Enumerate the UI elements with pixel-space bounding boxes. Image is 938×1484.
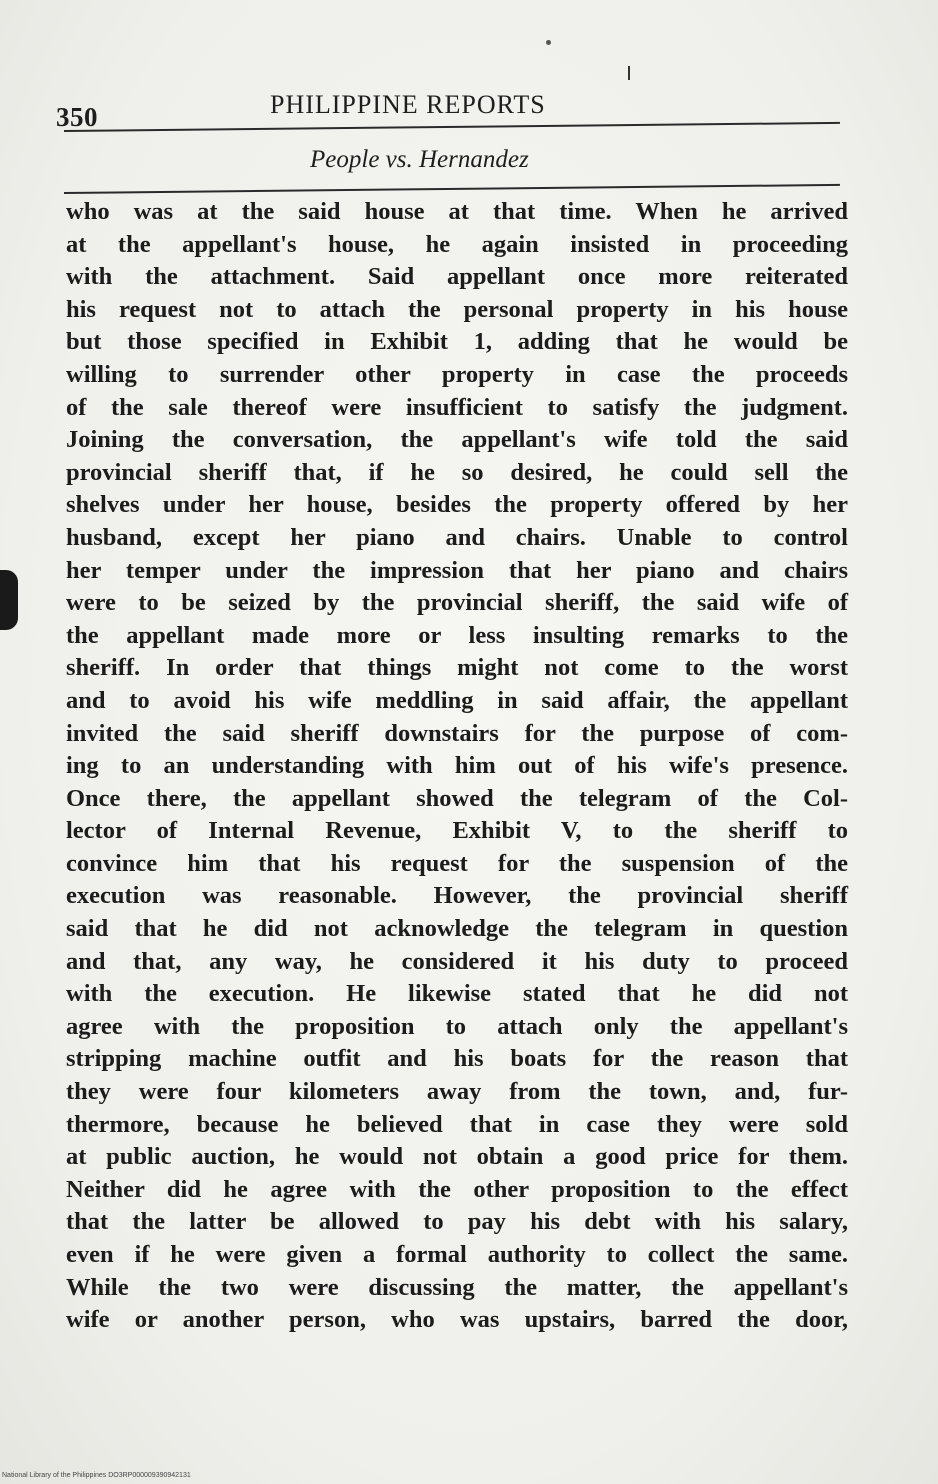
text-line: wife or another person, who was upstairs, barred the door, xyxy=(66,1306,848,1334)
text-line: at the appellant's house, he again insisted in proceeding xyxy=(66,230,848,258)
text-line: but those specified in Exhibit 1, adding that he would be xyxy=(66,328,848,356)
text-line: agree with the proposition to attach only the appellant's xyxy=(66,1012,848,1040)
text-line: that the latter be allowed to pay his debt with his salary, xyxy=(66,1208,848,1236)
text-line: Joining the conversation, the appellant's wife told the said xyxy=(66,426,848,454)
text-line: While the two were discussing the matter, the appellant's xyxy=(66,1273,848,1301)
text-line: and that, any way, he considered it his duty to proceed xyxy=(66,947,848,975)
text-line: sheriff. In order that things might not come to the worst xyxy=(66,654,848,682)
text-line: Once there, the appellant showed the telegram of the Col- xyxy=(66,784,848,812)
text-line: with the attachment. Said appellant once more reiterated xyxy=(66,263,848,291)
text-line: Neither did he agree with the other proposition to the effect xyxy=(66,1175,848,1203)
scan-speck xyxy=(628,66,630,80)
text-line: convince him that his request for the suspension of the xyxy=(66,849,848,877)
text-line: husband, except her piano and chairs. Unable to control xyxy=(66,523,848,551)
body-text xyxy=(66,196,856,1337)
text-line: even if he were given a formal authority to collect the same. xyxy=(66,1241,848,1268)
text-line: of the sale thereof were insufficient to satisfy the judgment. xyxy=(66,393,848,421)
text-line: her temper under the impression that her piano and chairs xyxy=(66,556,848,584)
text-line: the appellant made more or less insulting remarks to the xyxy=(66,621,848,649)
text-line: said that he did not acknowledge the telegram in question xyxy=(66,915,848,943)
text-line: with the execution. He likewise stated that he did not xyxy=(66,980,848,1008)
text-line: provincial sheriff that, if he so desired, he could sell the xyxy=(66,458,848,486)
text-line: execution was reasonable. However, the provincial sheriff xyxy=(66,882,848,910)
text-line: invited the said sheriff downstairs for the purpose of com- xyxy=(66,719,848,747)
text-line: thermore, because he believed that in case they were sold xyxy=(66,1110,848,1138)
binding-shadow xyxy=(0,570,18,630)
text-line: his request not to attach the personal property in his house xyxy=(66,295,848,323)
text-line: lector of Internal Revenue, Exhibit V, to the sheriff to xyxy=(66,817,848,845)
header-rule xyxy=(64,122,840,132)
text-line: ing to an understanding with him out of his wife's presence. xyxy=(66,752,848,780)
page-number: 350 xyxy=(56,102,98,132)
scan-speck xyxy=(546,40,551,45)
text-line: and to avoid his wife meddling in said affair, the appellant xyxy=(66,686,848,714)
text-line: who was at the said house at that time. When he arrived xyxy=(66,198,848,225)
text-line: shelves under her house, besides the property offered by her xyxy=(66,491,848,519)
case-title: People vs. Hernandez xyxy=(310,146,529,173)
running-head: PHILIPPINE REPORTS xyxy=(270,90,546,119)
text-line: willing to surrender other property in case the proceeds xyxy=(66,360,848,388)
scan-credit: National Library of the Philippines DO3RP000009390942131 xyxy=(2,1472,191,1479)
header-rule-lower xyxy=(64,184,840,194)
text-line: were to be seized by the provincial sheriff, the said wife of xyxy=(66,589,848,617)
text-line: stripping machine outfit and his boats for the reason that xyxy=(66,1045,848,1073)
text-line: at public auction, he would not obtain a good price for them. xyxy=(66,1143,848,1171)
text-line: they were four kilometers away from the town, and, fur- xyxy=(66,1078,848,1106)
